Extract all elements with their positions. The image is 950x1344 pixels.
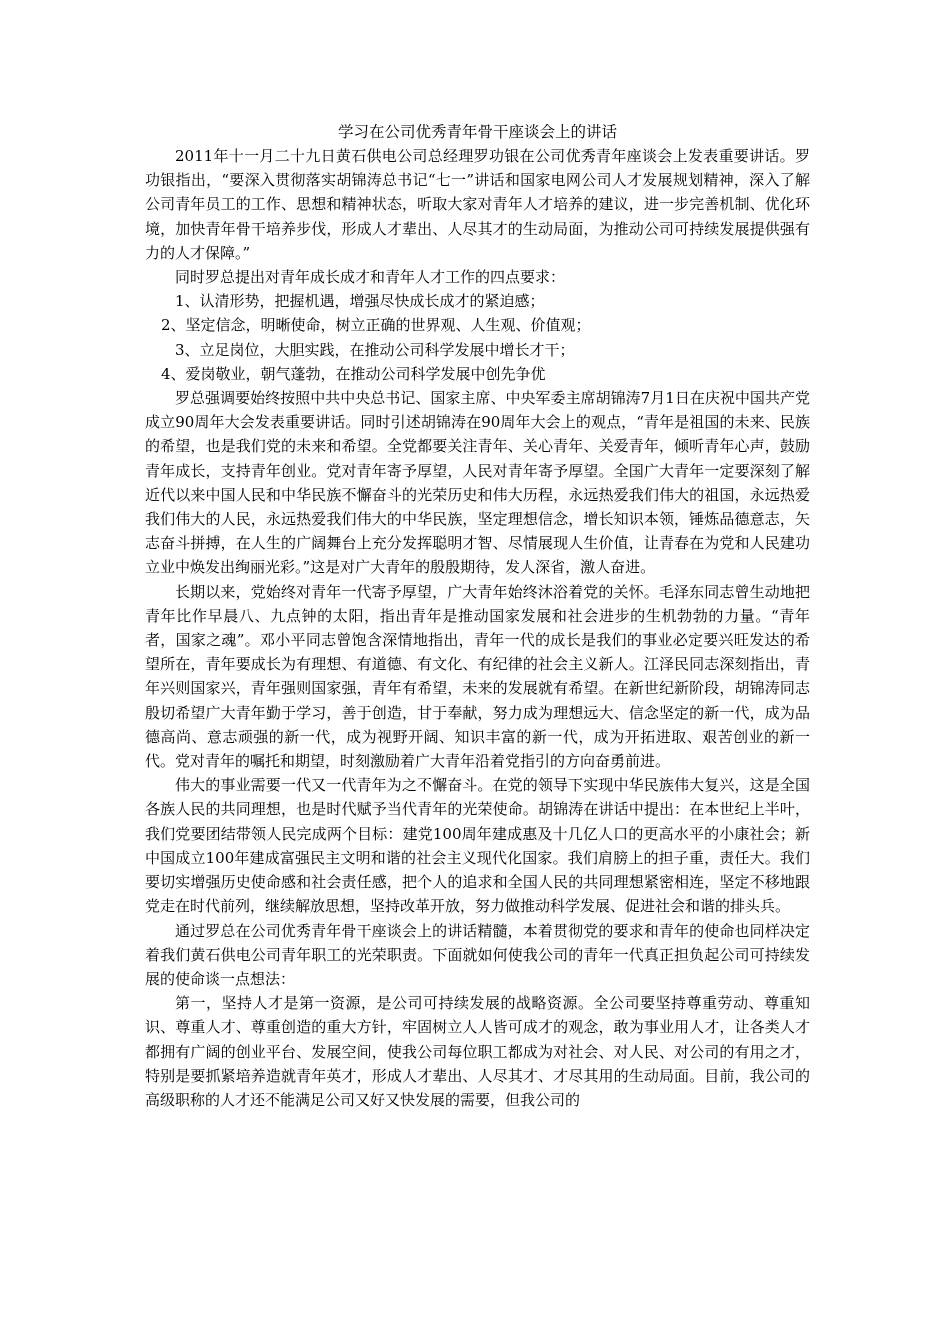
body-paragraph-3: 伟大的事业需要一代又一代青年为之不懈奋斗。在党的领导下实现中华民族伟大复兴，这是全国各族人民的共同理想，也是时代赋予当代青年的光荣使命。胡锦涛在讲话中提出：在本世纪上半叶，我们党要团结带领人民完成两个目标：建党100周年建成惠及十几亿人口的更高水平的小康社会；新中国成立100年建成富强民主文明和谐的社会主义现代化国家。我们肩膀上的担子重，责任大。我们要切实增强历史使命感和社会责任感，把个人的追求和全国人民的共同理想紧密相连，坚定不移地跟党走在时代前列，继续解放思想，坚持改革开放，努力做推动科学发展、促进社会和谐的排头兵。: [145, 776, 810, 916]
body-paragraph-1: 罗总强调要始终按照中共中央总书记、国家主席、中央军委主席胡锦涛7月1日在庆祝中国共产党成立90周年大会发表重要讲话。同时引述胡锦涛在90周年大会上的观点，“青年是祖国的未来、民族的希望，也是我们党的未来和希望。全党都要关注青年、关心青年、关爱青年，倾听青年心声，鼓励青年成长，支持青年创业。党对青年寄予厚望，人民对青年寄予厚望。全国广大青年一定要深刻了解近代以来中国人民和中华民族不懈奋斗的光荣历史和伟大历程，永远热爱我们伟大的祖国，永远热爱我们伟大的人民，永远热爱我们伟大的中华民族，坚定理想信念，增长知识本领，锤炼品德意志，矢志奋斗拼搏，在人生的广阔舞台上充分发挥聪明才智、尽情展现人生价值，让青春在为党和人民建功立业中焕发出绚丽光彩。”这是对广大青年的殷殷期待，发人深省，激人奋进。: [145, 389, 810, 577]
intro-paragraph: 2011年十一月二十九日黄石供电公司总经理罗功银在公司优秀青年座谈会上发表重要讲话。罗功银指出，“要深入贯彻落实胡锦涛总书记“七一”讲话和国家电网公司人才发展规划精神，深入了解公司青年员工的工作、思想和精神状态，听取大家对青年人才培养的建议，进一步完善机制、优化环境，加快青年骨干培养步伐，形成人才辈出、人尽其才的生动局面，为推动公司可持续发展提供强有力的人才保障。”: [145, 147, 810, 262]
requirement-item-1: 1、认清形势，把握机遇，增强尽快成长成才的紧迫感；: [175, 292, 545, 311]
body-paragraph-5: 第一，坚持人才是第一资源，是公司可持续发展的战略资源。全公司要坚持尊重劳动、尊重知识、尊重人才、尊重创造的重大方针，牢固树立人人皆可成才的观念，敢为事业用人才，让各类人才都拥有广阔的创业平台、发展空间，使我公司每位职工都成为对社会、对人民、对公司的有用之才，特别是要抓紧培养造就青年英才，形成人才辈出、人尽其才、才尽其用的生动局面。目前，我公司的高级职称的人才还不能满足公司又好又快发展的需要，但我公司的: [145, 994, 810, 1109]
document-title: 学习在公司优秀青年骨干座谈会上的讲话: [337, 123, 617, 141]
requirement-item-2: 2、坚定信念，明晰使命，树立正确的世界观、人生观、价值观；: [161, 316, 591, 335]
requirement-item-3: 3、立足岗位，大胆实践，在推动公司科学发展中增长才干；: [175, 340, 575, 359]
requirements-list: [145, 289, 810, 386]
document-page: [145, 120, 810, 1112]
requirements-intro-paragraph: 同时罗总提出对青年成长成才和青年人才工作的四点要求：: [175, 268, 566, 287]
requirement-item-4: 4、爱岗敬业，朝气蓬勃，在推动公司科学发展中创先争优: [161, 364, 546, 383]
body-paragraph-4: 通过罗总在公司优秀青年骨干座谈会上的讲话精髓，本着贯彻党的要求和青年的使命也同样决定着我们黄石供电公司青年职工的光荣职责。下面就如何使我公司的青年一代真正担负起公司可持续发展的使命谈一点想法：: [145, 921, 810, 988]
body-paragraph-2: 长期以来，党始终对青年一代寄予厚望，广大青年始终沐浴着党的关怀。毛泽东同志曾生动地把青年比作早晨八、九点钟的太阳，指出青年是推动国家发展和社会进步的生机勃勃的力量。“青年者，国家之魂”。邓小平同志曾饱含深情地指出，青年一代的成长是我们的事业必定要兴旺发达的希望所在，青年要成长为有理想、有道德、有文化、有纪律的社会主义新人。江泽民同志深刻指出，青年兴则国家兴，青年强则国家强，青年有希望，未来的发展就有希望。在新世纪新阶段，胡锦涛同志殷切希望广大青年勤于学习，善于创造，甘于奉献，努力成为理想远大、信念坚定的新一代，成为品德高尚、意志顽强的新一代，成为视野开阔、知识丰富的新一代，成为开拓进取、艰苦创业的新一代。党对青年的嘱托和期望，时刻激励着广大青年沿着党指引的方向奋勇前进。: [145, 582, 810, 771]
